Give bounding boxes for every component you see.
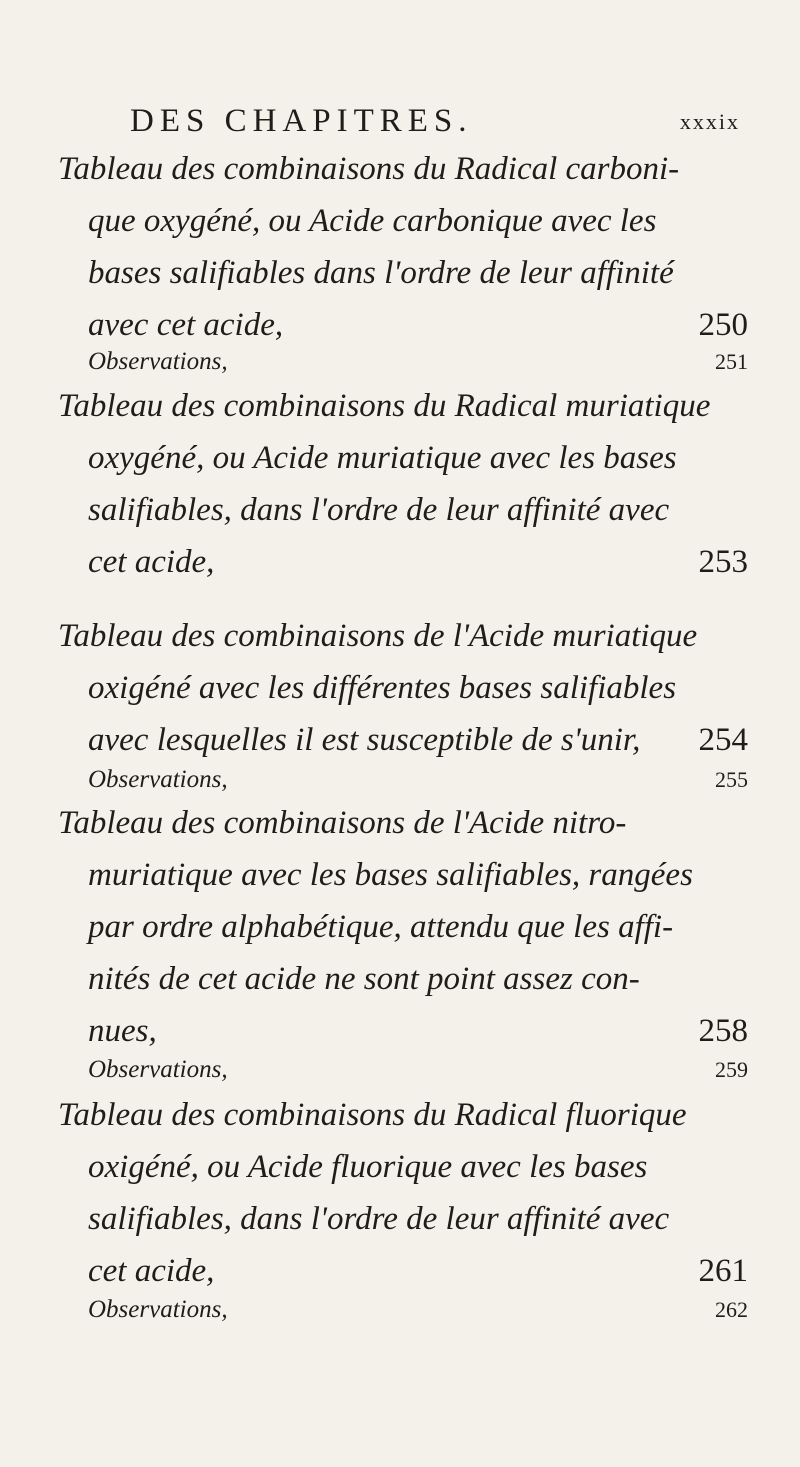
observations-entry <box>88 760 748 800</box>
entry-line: salifiables, dans l'ordre de leur affinité avec <box>88 492 670 528</box>
toc-entry <box>58 797 748 1057</box>
observations-entry <box>88 1290 748 1330</box>
entry-line-text: avec lesquelles il est susceptible de s'unir, <box>88 722 641 758</box>
observations-label: Observations, <box>88 348 228 375</box>
observations-page-number: 262 <box>715 1297 748 1322</box>
entry-line: oxygéné, ou Acide muriatique avec les bases <box>88 440 677 476</box>
observations-entry <box>88 1050 748 1090</box>
observations-label: Observations, <box>88 766 228 793</box>
entry-line: nités de cet acide ne sont point assez con- <box>88 961 640 997</box>
entry-line-text: avec cet acide, <box>88 307 284 343</box>
observations-page-number: 251 <box>715 349 748 374</box>
observations-label: Observations, <box>88 1056 228 1083</box>
entry-line <box>58 536 748 588</box>
entry-line <box>58 714 748 766</box>
entry-line: salifiables, dans l'ordre de leur affinité avec <box>88 1201 670 1237</box>
entry-line: oxigéné avec les différentes bases salifiables <box>88 670 677 706</box>
entry-line: Tableau des combinaisons de l'Acide muriatique <box>58 618 698 654</box>
entry-line: que oxygéné, ou Acide carbonique avec les <box>88 203 657 239</box>
entry-page-number: 253 <box>698 544 748 580</box>
entry-line: Tableau des combinaisons de l'Acide nitro- <box>58 805 627 841</box>
entry-page-number: 250 <box>698 307 748 343</box>
observations-page-number: 259 <box>715 1057 748 1082</box>
observations-label: Observations, <box>88 1296 228 1323</box>
page-number-roman: xxxix <box>679 109 740 134</box>
entry-line: Tableau des combinaisons du Radical fluorique <box>58 1097 687 1133</box>
entry-line: Tableau des combinaisons du Radical carboni- <box>58 151 680 187</box>
entry-line: muriatique avec les bases salifiables, rangées <box>88 857 693 893</box>
toc-entry <box>58 610 748 766</box>
entry-line-text: cet acide, <box>88 1253 215 1289</box>
running-title: DES CHAPITRES. <box>130 103 473 139</box>
entry-page-number: 254 <box>698 722 748 758</box>
entry-page-number: 258 <box>698 1013 748 1049</box>
observations-entry <box>88 342 748 382</box>
entry-line: Tableau des combinaisons du Radical muriatique <box>58 388 711 424</box>
entry-line: bases salifiables dans l'ordre de leur affinité <box>88 255 674 291</box>
entry-line-text: cet acide, <box>88 544 215 580</box>
entry-page-number: 261 <box>698 1253 748 1289</box>
entry-line-text: nues, <box>88 1013 157 1049</box>
toc-entry <box>58 380 748 588</box>
entry-line: par ordre alphabétique, attendu que les affi- <box>88 909 674 945</box>
entry-line: oxigéné, ou Acide fluorique avec les bases <box>88 1149 648 1185</box>
toc-entry <box>58 1089 748 1297</box>
observations-page-number: 255 <box>715 767 748 792</box>
toc-entry <box>58 143 748 351</box>
